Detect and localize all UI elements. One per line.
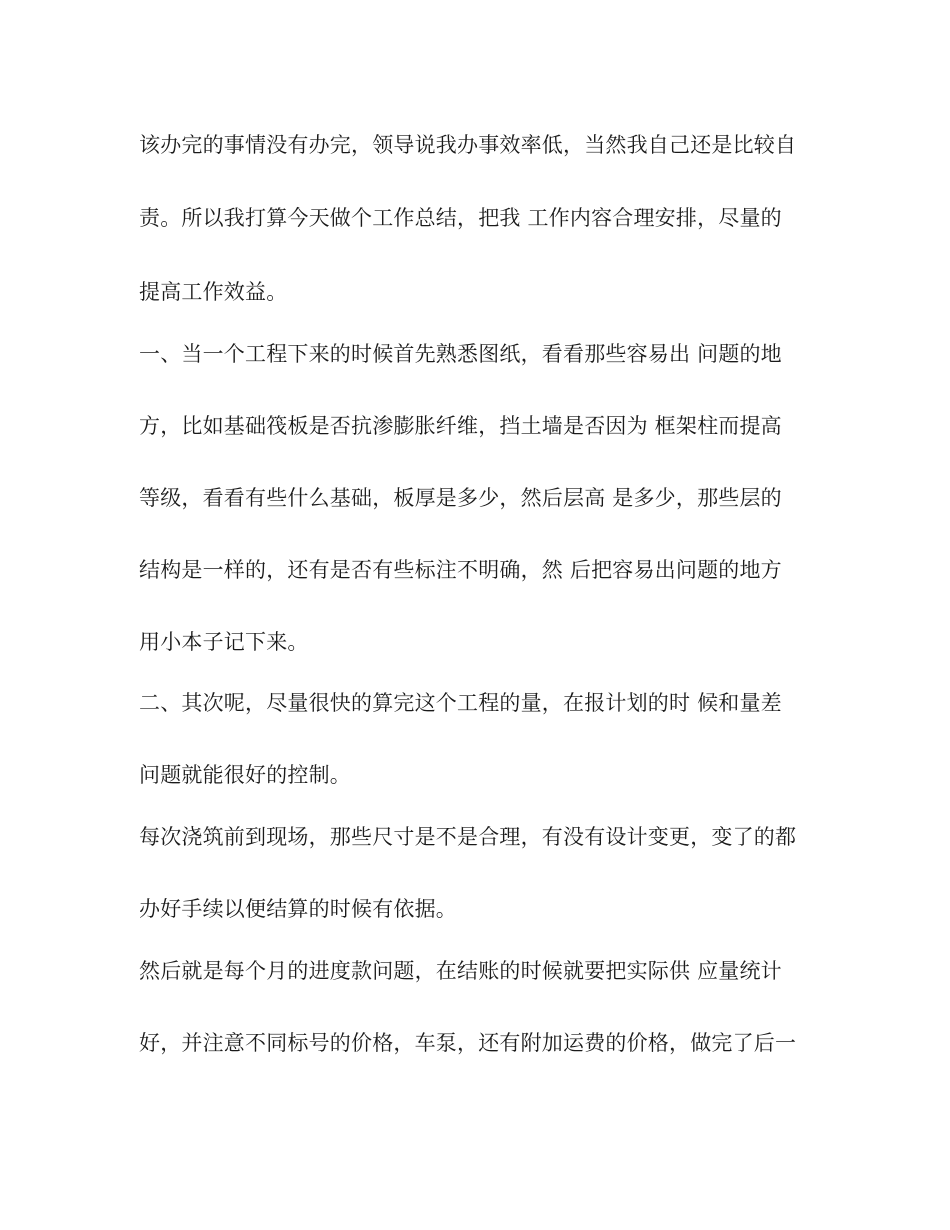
text-line-8: 用小本子记下来。 bbox=[139, 630, 309, 654]
text-line-13: 然后就是每个月的进度款问题，在结账的时候就要把实际供 应量统计 bbox=[139, 959, 782, 983]
text-line-12: 办好手续以便结算的时候有依据。 bbox=[139, 897, 457, 921]
text-line-3: 提高工作效益。 bbox=[139, 280, 288, 304]
text-line-14: 好，并注意不同标号的价格，车泵，还有附加运费的价格，做完了后一 bbox=[139, 1031, 797, 1055]
text-line-7: 结构是一样的，还有是否有些标注不明确，然 后把容易出问题的地方 bbox=[139, 558, 782, 582]
text-line-1: 该办完的事情没有办完，领导说我办事效率低，当然我自己还是比较自 bbox=[139, 133, 797, 157]
text-line-6: 等级，看看有些什么基础，板厚是多少，然后层高 是多少，那些层的 bbox=[139, 486, 782, 510]
text-line-2: 责。所以我打算今天做个工作总结，把我 工作内容合理安排，尽量的 bbox=[139, 206, 782, 230]
text-line-11: 每次浇筑前到现场，那些尺寸是不是合理，有没有设计变更，变了的都 bbox=[139, 825, 797, 849]
text-line-10: 问题就能很好的控制。 bbox=[139, 763, 351, 787]
text-line-9: 二、其次呢，尽量很快的算完这个工程的量，在报计划的时 候和量差 bbox=[139, 691, 782, 715]
text-line-5: 方，比如基础筏板是否抗渗膨胀纤维，挡土墙是否因为 框架柱而提高 bbox=[139, 414, 782, 438]
text-line-4: 一、当一个工程下来的时候首先熟悉图纸，看看那些容易出 问题的地 bbox=[139, 342, 782, 366]
